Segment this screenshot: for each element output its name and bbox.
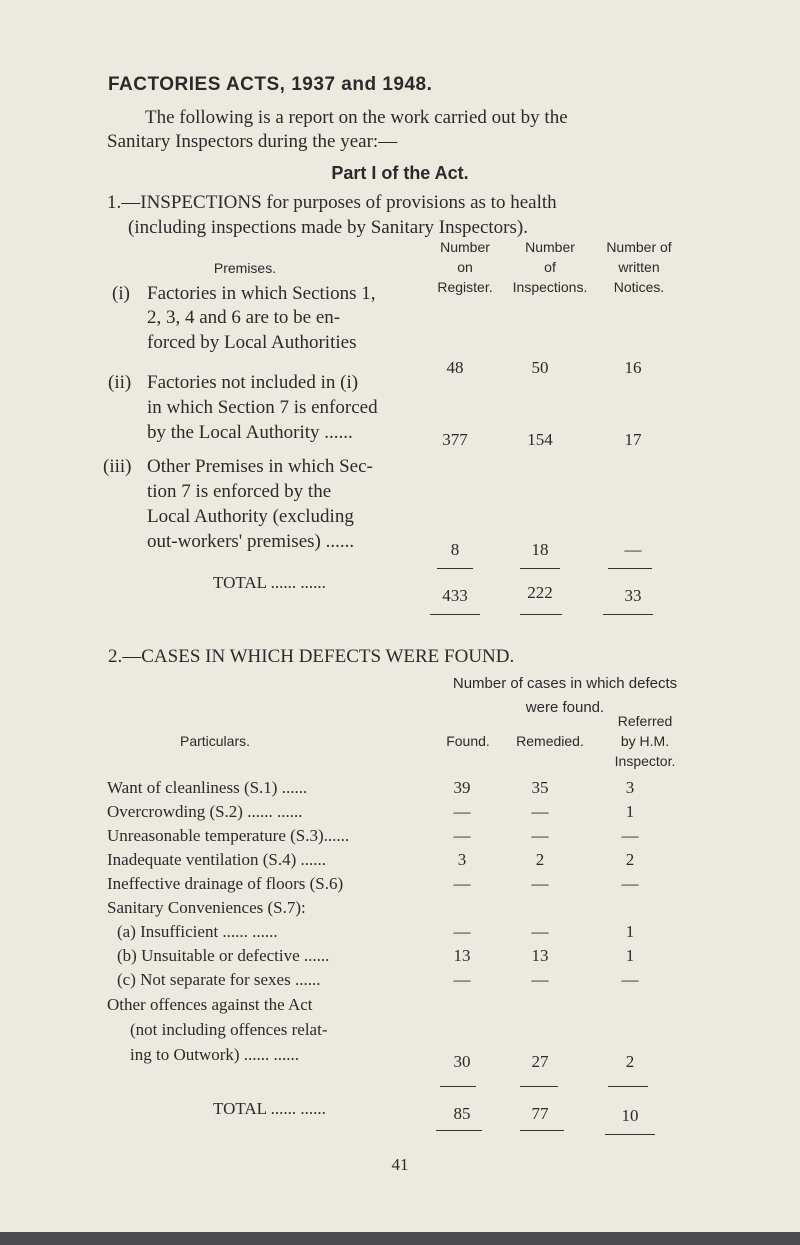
total-notices: 33: [624, 586, 642, 605]
group-header-line: were found.: [525, 699, 605, 716]
col-inspections-line: Number: [525, 239, 575, 255]
total-register: 433: [442, 586, 468, 605]
intro-line-1: The following is a report on the work carried out by the: [145, 107, 568, 128]
notices-value: 16: [624, 358, 642, 377]
register-value: 8: [450, 540, 460, 559]
group-header-line: Number of cases in which defects: [452, 675, 678, 692]
total-underline: [436, 1130, 482, 1131]
particulars-label: (a) Insufficient ...... ......: [117, 922, 278, 941]
remedied-value: —: [531, 970, 549, 989]
page-title: FACTORIES ACTS, 1937 and 1948.: [108, 74, 433, 95]
total-underline: [430, 614, 480, 615]
row-number: (iii): [103, 456, 132, 477]
found-value: —: [453, 826, 471, 845]
particulars-label: Other offences against the Act: [107, 995, 313, 1014]
sum-rule: [608, 1086, 648, 1087]
section1-heading-line-1: 1.—INSPECTIONS for purposes of provisions as to health: [107, 192, 557, 213]
col-notices-line: Notices.: [613, 279, 665, 295]
total-underline: [520, 1130, 564, 1131]
remedied-value: 27: [531, 1052, 549, 1071]
col-register-line: Number: [440, 239, 490, 255]
total-referred: 10: [621, 1106, 639, 1125]
referred-value: —: [621, 826, 639, 845]
col-inspections-line: Inspections.: [512, 279, 588, 295]
particulars-label: ing to Outwork) ...... ......: [130, 1045, 300, 1064]
scan-edge-bar: [0, 1232, 800, 1245]
remedied-value: —: [531, 826, 549, 845]
particulars-label: Unreasonable temperature (S.3)......: [107, 826, 350, 845]
found-value: —: [453, 802, 471, 821]
particulars-label: (b) Unsuitable or defective ......: [117, 946, 330, 965]
premises-line: Other Premises in which Sec-: [147, 456, 373, 477]
referred-value: 1: [625, 802, 635, 821]
sum-rule: [608, 568, 652, 569]
inspections-value: 154: [527, 430, 553, 449]
sum-rule: [520, 1086, 558, 1087]
col-found-header: Found.: [446, 733, 490, 749]
particulars-label: Overcrowding (S.2) ...... ......: [107, 802, 303, 821]
premises-line: by the Local Authority ......: [147, 422, 353, 443]
col-remedied-header: Remedied.: [516, 733, 584, 749]
particulars-label: (c) Not separate for sexes ......: [117, 970, 321, 989]
remedied-value: 2: [535, 850, 545, 869]
col-notices-line: Number of: [606, 239, 672, 255]
referred-value: 3: [625, 778, 635, 797]
particulars-label: Ineffective drainage of floors (S.6): [107, 874, 344, 893]
total-label: TOTAL ...... ......: [213, 573, 326, 592]
col-register-header: [430, 237, 500, 297]
sum-rule: [440, 1086, 476, 1087]
found-value: 13: [453, 946, 471, 965]
premises-line: 2, 3, 4 and 6 are to be en-: [147, 307, 341, 328]
particulars-label: Want of cleanliness (S.1) ......: [107, 778, 308, 797]
total-underline: [605, 1134, 655, 1135]
remedied-value: —: [531, 802, 549, 821]
found-value: 3: [457, 850, 467, 869]
premises-line: tion 7 is enforced by the: [147, 481, 332, 502]
particulars-label: Sanitary Conveniences (S.7):: [107, 898, 306, 917]
section2-heading: 2.—CASES IN WHICH DEFECTS WERE FOUND.: [108, 646, 515, 667]
total-underline: [603, 614, 653, 615]
particulars-label: (not including offences relat-: [130, 1020, 328, 1039]
premises-line: out-workers' premises) ......: [147, 531, 355, 552]
col-premises-header: Premises.: [213, 260, 277, 276]
premises-line: in which Section 7 is enforced: [147, 397, 378, 418]
col-referred-line: by H.M.: [620, 733, 670, 749]
col-register-line: Register.: [437, 279, 493, 295]
register-value: 377: [442, 430, 468, 449]
remedied-value: 35: [531, 778, 549, 797]
register-value: 48: [446, 358, 464, 377]
col-particulars-header: Particulars.: [179, 733, 251, 749]
inspections-value: 50: [531, 358, 549, 377]
found-value: 39: [453, 778, 471, 797]
part-heading: Part I of the Act.: [331, 163, 469, 183]
referred-value: 2: [625, 850, 635, 869]
sum-rule: [437, 568, 473, 569]
total-label: TOTAL ...... ......: [213, 1099, 326, 1118]
col-inspections-line: of: [544, 259, 556, 275]
col-notices-line: written: [618, 259, 660, 275]
referred-value: 1: [625, 946, 635, 965]
found-value: —: [453, 970, 471, 989]
col-referred-header: [600, 711, 690, 771]
sum-rule: [520, 568, 560, 569]
referred-value: 2: [625, 1052, 635, 1071]
col-notices-header: [594, 237, 684, 297]
remedied-value: —: [531, 922, 549, 941]
particulars-label: Inadequate ventilation (S.4) ......: [107, 850, 327, 869]
referred-value: —: [621, 970, 639, 989]
col-referred-line: Inspector.: [614, 753, 676, 769]
remedied-value: 13: [531, 946, 549, 965]
premises-line: Factories in which Sections 1,: [147, 283, 376, 304]
page-number: 41: [391, 1155, 409, 1174]
total-inspections: 222: [527, 583, 553, 602]
referred-value: 1: [625, 922, 635, 941]
remedied-value: —: [531, 874, 549, 893]
inspections-value: 18: [531, 540, 549, 559]
notices-value: —: [624, 540, 642, 559]
col-inspections-header: [505, 237, 595, 297]
col-register-line: on: [457, 259, 473, 275]
notices-value: 17: [624, 430, 642, 449]
found-value: 30: [453, 1052, 471, 1071]
total-found: 85: [453, 1104, 471, 1123]
row-number: (i): [112, 283, 130, 304]
section1-heading-line-2: (including inspections made by Sanitary Inspectors).: [128, 217, 528, 238]
total-remedied: 77: [531, 1104, 549, 1123]
premises-line: Local Authority (excluding: [147, 506, 354, 527]
col-referred-line: Referred: [617, 713, 673, 729]
referred-value: —: [621, 874, 639, 893]
total-underline: [520, 614, 562, 615]
intro-line-2: Sanitary Inspectors during the year:—: [107, 131, 398, 152]
premises-line: Factories not included in (i): [147, 372, 359, 393]
row-number: (ii): [108, 372, 132, 393]
found-value: —: [453, 874, 471, 893]
found-value: —: [453, 922, 471, 941]
premises-line: forced by Local Authorities: [147, 332, 357, 353]
